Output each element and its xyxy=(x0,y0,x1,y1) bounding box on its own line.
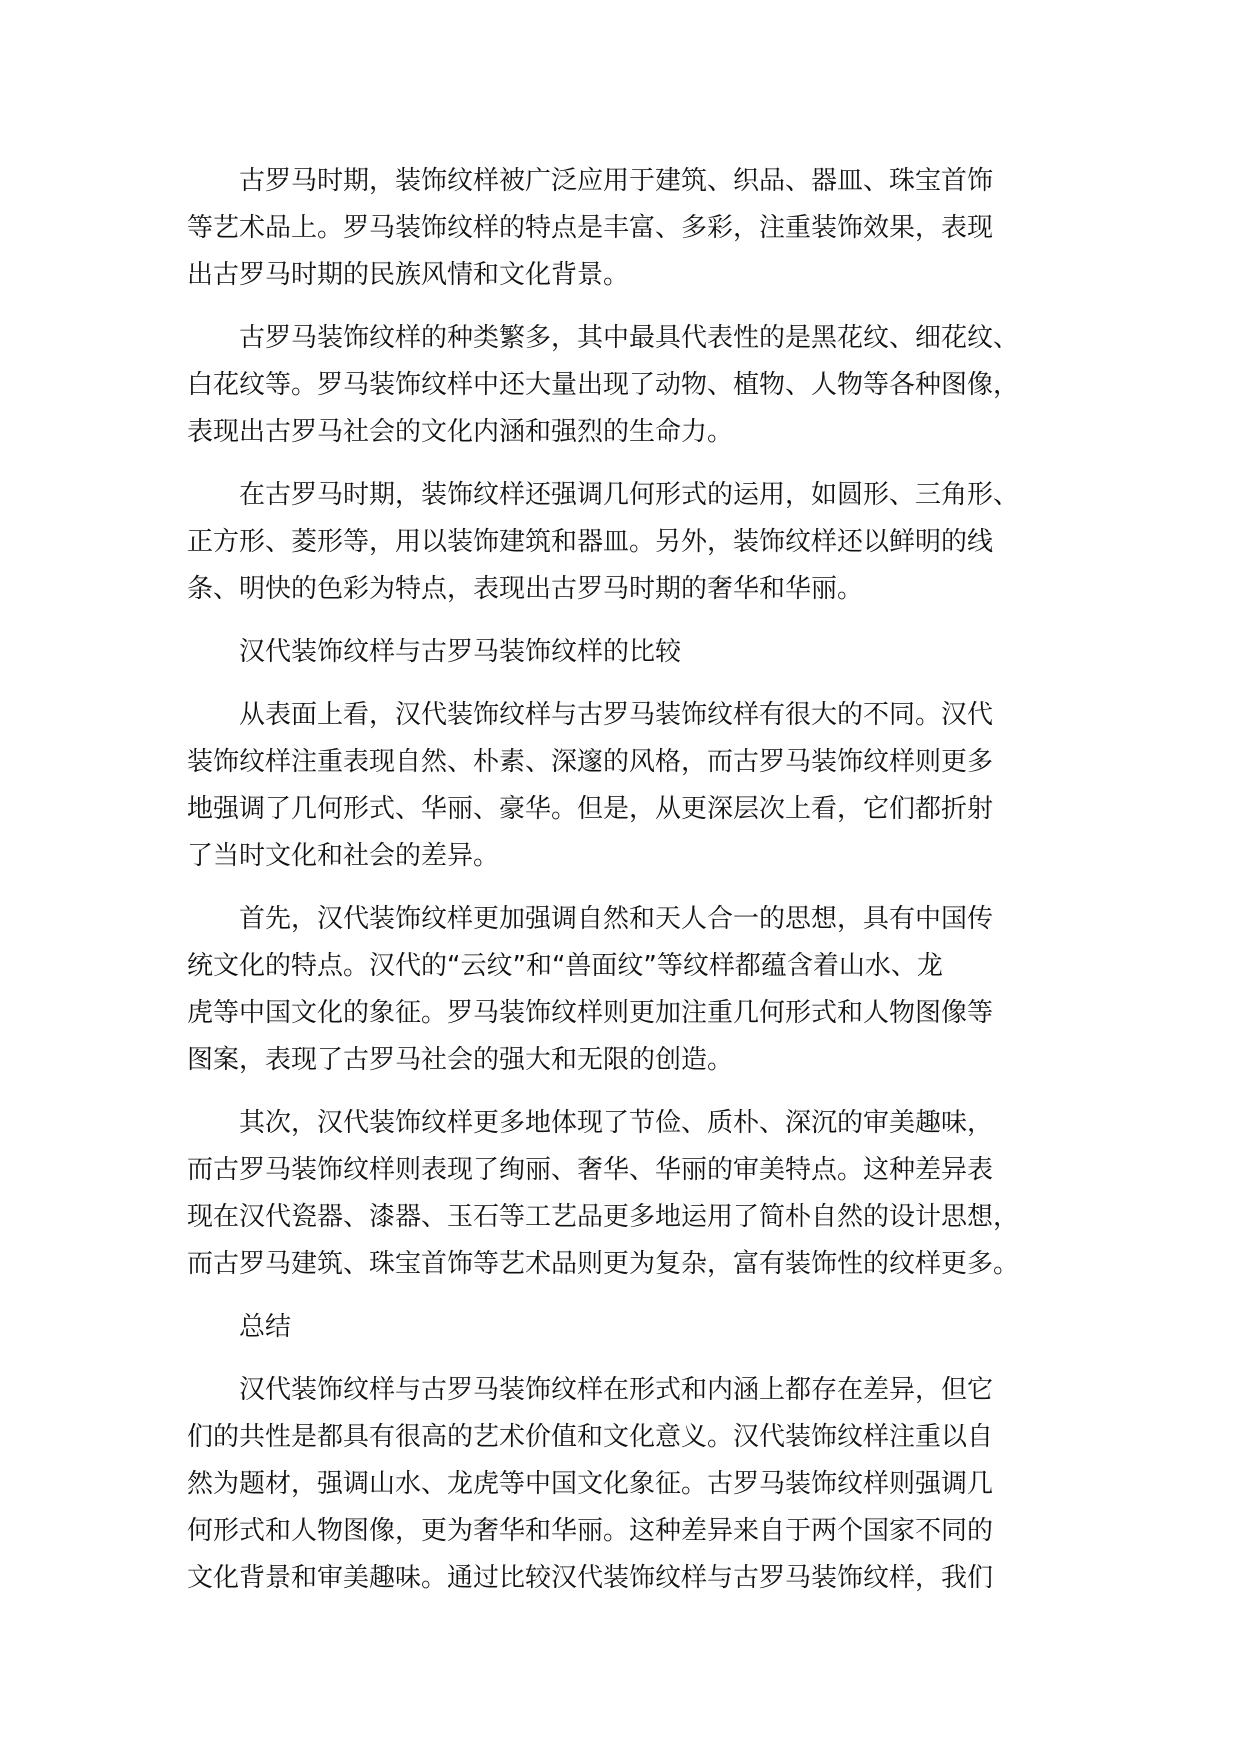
text-line: 汉代装饰纹样与古罗马装饰纹样在形式和内涵上都存在差异，但它 xyxy=(239,1375,994,1405)
text-line: 装饰纹样注重表现自然、朴素、深邃的风格，而古罗马装饰纹样则更多 xyxy=(187,747,994,777)
text-line: 而古罗马建筑、珠宝首饰等艺术品则更为复杂，富有装饰性的纹样更多。 xyxy=(187,1249,1020,1279)
paragraph-summary xyxy=(187,1367,1077,1602)
document-body xyxy=(187,158,1077,1618)
text-line: 现在汉代瓷器、漆器、玉石等工艺品更多地运用了简朴自然的设计思想， xyxy=(187,1202,1020,1232)
text-line: 从表面上看，汉代装饰纹样与古罗马装饰纹样有很大的不同。汉代 xyxy=(239,700,994,730)
paragraph-first-difference xyxy=(187,896,1077,1084)
text-line: 其次，汉代装饰纹样更多地体现了节俭、质朴、深沉的审美趣味， xyxy=(239,1108,994,1138)
text-line: 地强调了几何形式、华丽、豪华。但是，从更深层次上看，它们都折射 xyxy=(187,794,994,824)
text-line: 文化背景和审美趣味。通过比较汉代装饰纹样与古罗马装饰纹样，我们 xyxy=(187,1563,994,1593)
text-line: 了当时文化和社会的差异。 xyxy=(187,841,500,871)
text-line: 古罗马装饰纹样的种类繁多，其中最具代表性的是黑花纹、细花纹、 xyxy=(239,323,1020,353)
text-line: 图案，表现了古罗马社会的强大和无限的创造。 xyxy=(187,1045,734,1075)
section-heading-comparison: 汉代装饰纹样与古罗马装饰纹样的比较 xyxy=(239,637,682,667)
text-line: 然为题材，强调山水、龙虎等中国文化象征。古罗马装饰纹样则强调几 xyxy=(187,1469,994,1499)
text-line: 虎等中国文化的象征。罗马装饰纹样则更加注重几何形式和人物图像等 xyxy=(187,998,994,1028)
text-line: 条、明快的色彩为特点，表现出古罗马时期的奢华和华丽。 xyxy=(187,574,864,604)
text-line: 出古罗马时期的民族风情和文化背景。 xyxy=(187,260,630,290)
text-line: 首先，汉代装饰纹样更加强调自然和天人合一的思想，具有中国传 xyxy=(239,904,994,934)
paragraph-surface-comparison xyxy=(187,692,1077,880)
text-line: 等艺术品上。罗马装饰纹样的特点是丰富、多彩，注重装饰效果，表现 xyxy=(187,213,994,243)
section-heading-summary: 总结 xyxy=(239,1312,292,1342)
text-line: 正方形、菱形等，用以装饰建筑和器皿。另外，装饰纹样还以鲜明的线 xyxy=(187,527,994,557)
text-line: 们的共性是都具有很高的艺术价值和文化意义。汉代装饰纹样注重以自 xyxy=(187,1422,994,1452)
text-line: 在古罗马时期，装饰纹样还强调几何形式的运用，如圆形、三角形、 xyxy=(239,480,1020,510)
text-line: 古罗马时期，装饰纹样被广泛应用于建筑、织品、器皿、珠宝首饰 xyxy=(239,166,994,196)
text-line: 表现出古罗马社会的文化内涵和强烈的生命力。 xyxy=(187,417,734,447)
paragraph-roman-geometric-forms xyxy=(187,472,1077,613)
paragraph-roman-pattern-types xyxy=(187,315,1077,456)
paragraph-roman-patterns-usage xyxy=(187,158,1077,299)
text-line: 白花纹等。罗马装饰纹样中还大量出现了动物、植物、人物等各种图像， xyxy=(187,370,1020,400)
text-line: 而古罗马装饰纹样则表现了绚丽、奢华、华丽的审美特点。这种差异表 xyxy=(187,1155,994,1185)
paragraph-second-difference xyxy=(187,1100,1077,1288)
text-line: 统文化的特点。汉代的“云纹”和“兽面纹”等纹样都蕴含着山水、龙 xyxy=(187,951,943,981)
text-line: 何形式和人物图像，更为奢华和华丽。这种差异来自于两个国家不同的 xyxy=(187,1516,994,1546)
